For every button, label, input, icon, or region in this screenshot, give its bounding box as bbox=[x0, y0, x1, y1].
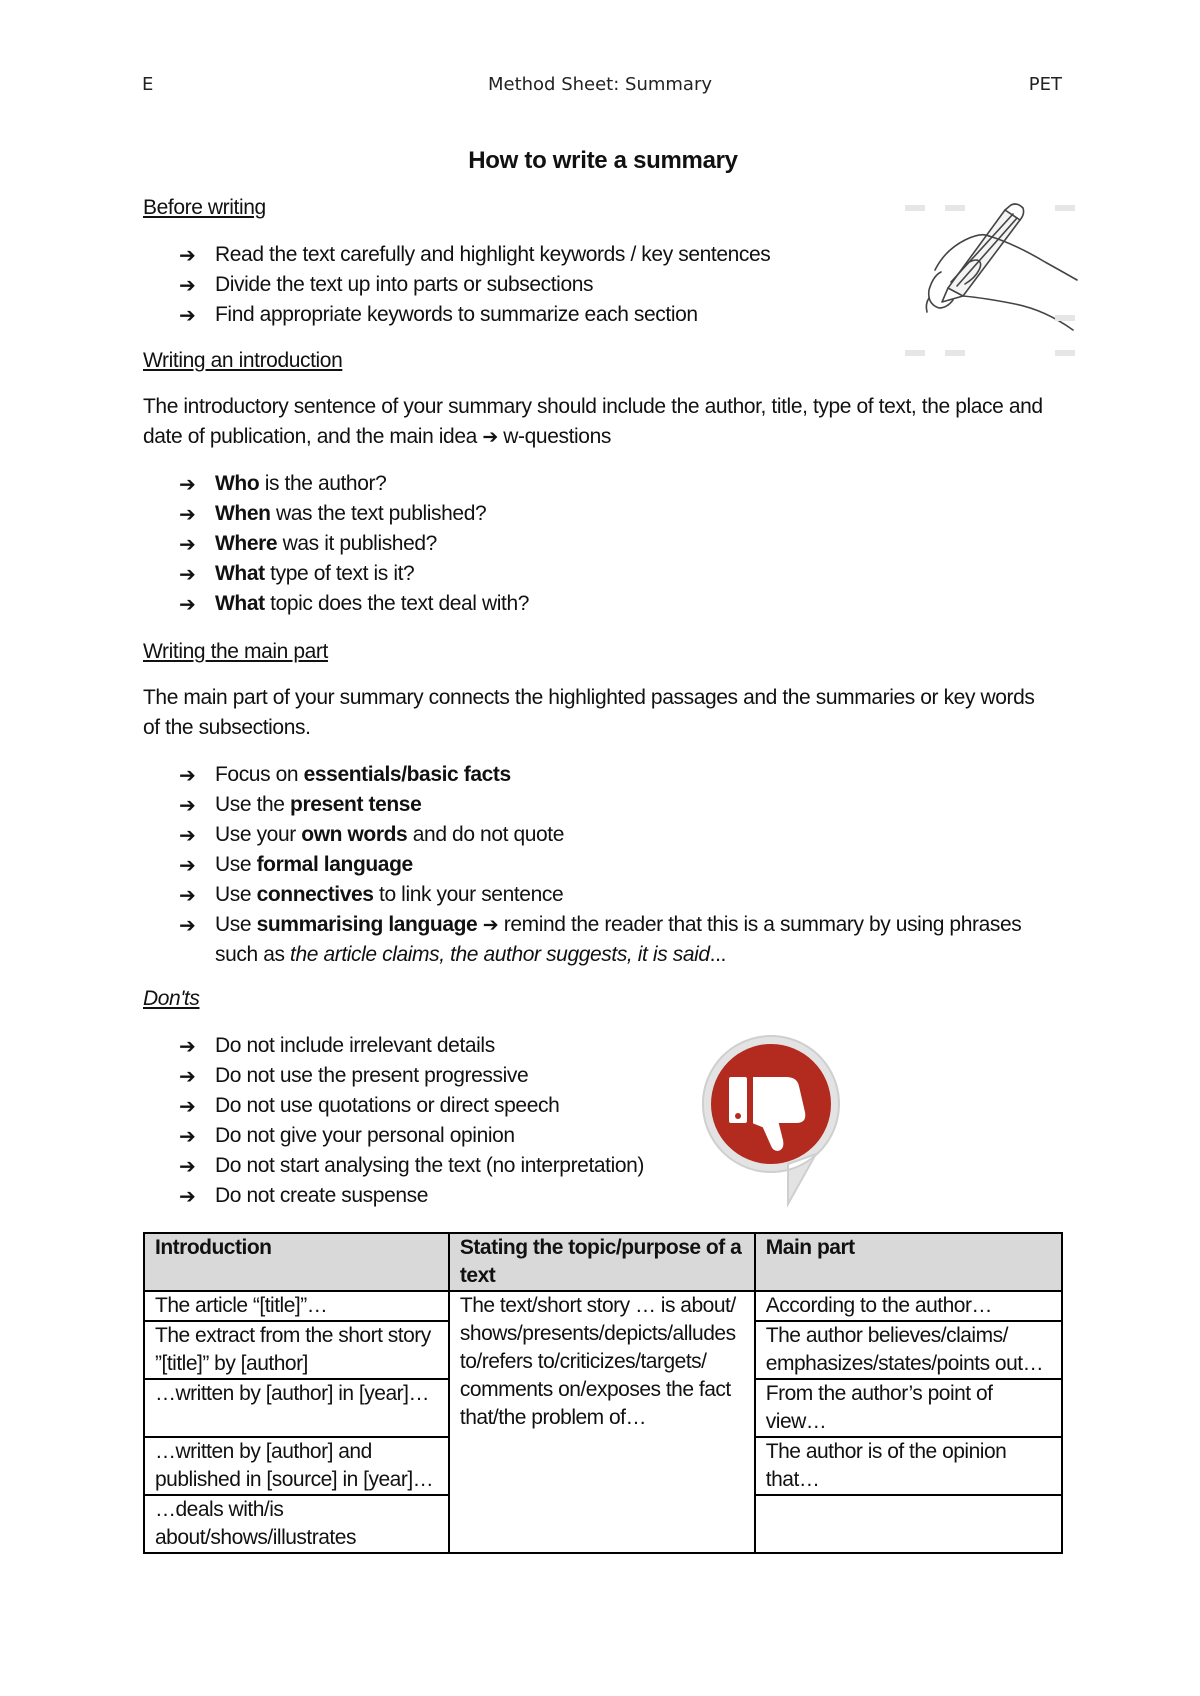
table-row bbox=[144, 1291, 1062, 1321]
list-item: ➔ Use the present tense bbox=[179, 790, 1039, 820]
donts-heading: Don'ts bbox=[143, 987, 200, 1010]
list-item: ➔ Use connectives to link your sentence bbox=[179, 880, 1039, 910]
right-arrow-icon: ➔ bbox=[482, 426, 498, 448]
right-arrow-icon: ➔ bbox=[179, 763, 196, 787]
background-grid-icon bbox=[905, 205, 1075, 356]
right-arrow-icon: ➔ bbox=[179, 1034, 196, 1058]
right-arrow-icon: ➔ bbox=[179, 823, 196, 847]
table-cell: The article “[title]”… bbox=[144, 1291, 449, 1321]
right-arrow-icon: ➔ bbox=[179, 502, 196, 526]
right-arrow-icon: ➔ bbox=[179, 853, 196, 877]
main-part-list bbox=[179, 760, 1039, 970]
right-arrow-icon: ➔ bbox=[179, 1094, 196, 1118]
introduction-heading: Writing an introduction bbox=[143, 349, 343, 372]
right-arrow-icon: ➔ bbox=[179, 592, 196, 616]
list-item: ➔ Divide the text up into parts or subsections bbox=[179, 270, 1039, 300]
table-header-topic: Stating the topic/purpose of a text bbox=[449, 1233, 755, 1291]
list-item: ➔ What type of text is it? bbox=[179, 559, 1039, 589]
phrases-table bbox=[143, 1232, 1063, 1554]
table-header-introduction: Introduction bbox=[144, 1233, 449, 1291]
list-item: ➔ What topic does the text deal with? bbox=[179, 589, 1039, 619]
donts-list bbox=[179, 1031, 1039, 1211]
table-cell: The author is of the opinion that… bbox=[755, 1437, 1062, 1495]
table-cell bbox=[755, 1495, 1062, 1553]
list-item: ➔ Do not give your personal opinion bbox=[179, 1121, 1039, 1151]
right-arrow-icon: ➔ bbox=[179, 562, 196, 586]
right-arrow-icon: ➔ bbox=[179, 1154, 196, 1178]
header-center: Method Sheet: Summary bbox=[487, 74, 713, 95]
list-item: ➔ Do not use the present progressive bbox=[179, 1061, 1039, 1091]
list-item: ➔ When was the text published? bbox=[179, 499, 1039, 529]
main-part-heading: Writing the main part bbox=[143, 640, 328, 663]
main-part-paragraph: The main part of your summary connects the highlighted passages and the summaries or key words of the subsections. bbox=[143, 686, 1035, 739]
right-arrow-icon: ➔ bbox=[179, 913, 196, 937]
right-arrow-icon: ➔ bbox=[179, 1064, 196, 1088]
right-arrow-icon: ➔ bbox=[179, 1124, 196, 1148]
thumbs-down-icon bbox=[698, 1032, 844, 1208]
list-item: ➔ Where was it published? bbox=[179, 529, 1039, 559]
table-cell: The author believes/claims/ emphasizes/states/points out… bbox=[755, 1321, 1062, 1379]
right-arrow-icon: ➔ bbox=[179, 883, 196, 907]
list-item: ➔ Do not include irrelevant details bbox=[179, 1031, 1039, 1061]
right-arrow-icon: ➔ bbox=[179, 273, 196, 297]
header-right: PET bbox=[1028, 74, 1062, 95]
list-item: ➔ Read the text carefully and highlight keywords / key sentences bbox=[179, 240, 1039, 270]
right-arrow-icon: ➔ bbox=[179, 303, 196, 327]
right-arrow-icon: ➔ bbox=[179, 793, 196, 817]
list-item: ➔ Do not use quotations or direct speech bbox=[179, 1091, 1039, 1121]
table-cell: According to the author… bbox=[755, 1291, 1062, 1321]
list-item: ➔ Find appropriate keywords to summarize each section bbox=[179, 300, 1039, 330]
list-item: ➔ Do not start analysing the text (no interpretation) bbox=[179, 1151, 1039, 1181]
header-left: E bbox=[142, 74, 154, 95]
before-writing-heading: Before writing bbox=[143, 196, 266, 219]
list-item: ➔ Focus on essentials/basic facts bbox=[179, 760, 1039, 790]
table-cell: …written by [author] in [year]… bbox=[144, 1379, 449, 1437]
right-arrow-icon: ➔ bbox=[179, 472, 196, 496]
list-item: ➔ Do not create suspense bbox=[179, 1181, 1039, 1211]
introduction-paragraph: The introductory sentence of your summary should include the author, title, type of text, the place and date of publication, and the main idea ➔ w-questions bbox=[143, 395, 1043, 448]
page-title: How to write a summary bbox=[468, 147, 738, 174]
table-cell: The extract from the short story ”[title]” by [author] bbox=[144, 1321, 449, 1379]
introduction-list bbox=[179, 469, 1039, 619]
right-arrow-icon: ➔ bbox=[179, 1184, 196, 1208]
right-arrow-icon: ➔ bbox=[482, 914, 499, 936]
hand-writing-pencil-icon bbox=[905, 200, 1080, 360]
table-cell-topic: The text/short story … is about/ shows/presents/depicts/alludes to/refers to/criticizes/targets/ comments on/exposes the fact that/the problem of… bbox=[449, 1291, 755, 1553]
table-cell: From the author’s point of view… bbox=[755, 1379, 1062, 1437]
list-item: ➔ Use your own words and do not quote bbox=[179, 820, 1039, 850]
table-cell: …written by [author] and published in [source] in [year]… bbox=[144, 1437, 449, 1495]
table-header-main-part: Main part bbox=[755, 1233, 1062, 1291]
list-item: ➔ Who is the author? bbox=[179, 469, 1039, 499]
list-item: ➔ Use formal language bbox=[179, 850, 1039, 880]
right-arrow-icon: ➔ bbox=[179, 532, 196, 556]
table-header-row bbox=[144, 1233, 1062, 1291]
table-cell: …deals with/is about/shows/illustrates bbox=[144, 1495, 449, 1553]
list-item: ➔ Use summarising language ➔ remind the reader that this is a summary by using phrases such as the article claims, the author suggests, it is said... bbox=[179, 910, 1039, 970]
right-arrow-icon: ➔ bbox=[179, 243, 196, 267]
